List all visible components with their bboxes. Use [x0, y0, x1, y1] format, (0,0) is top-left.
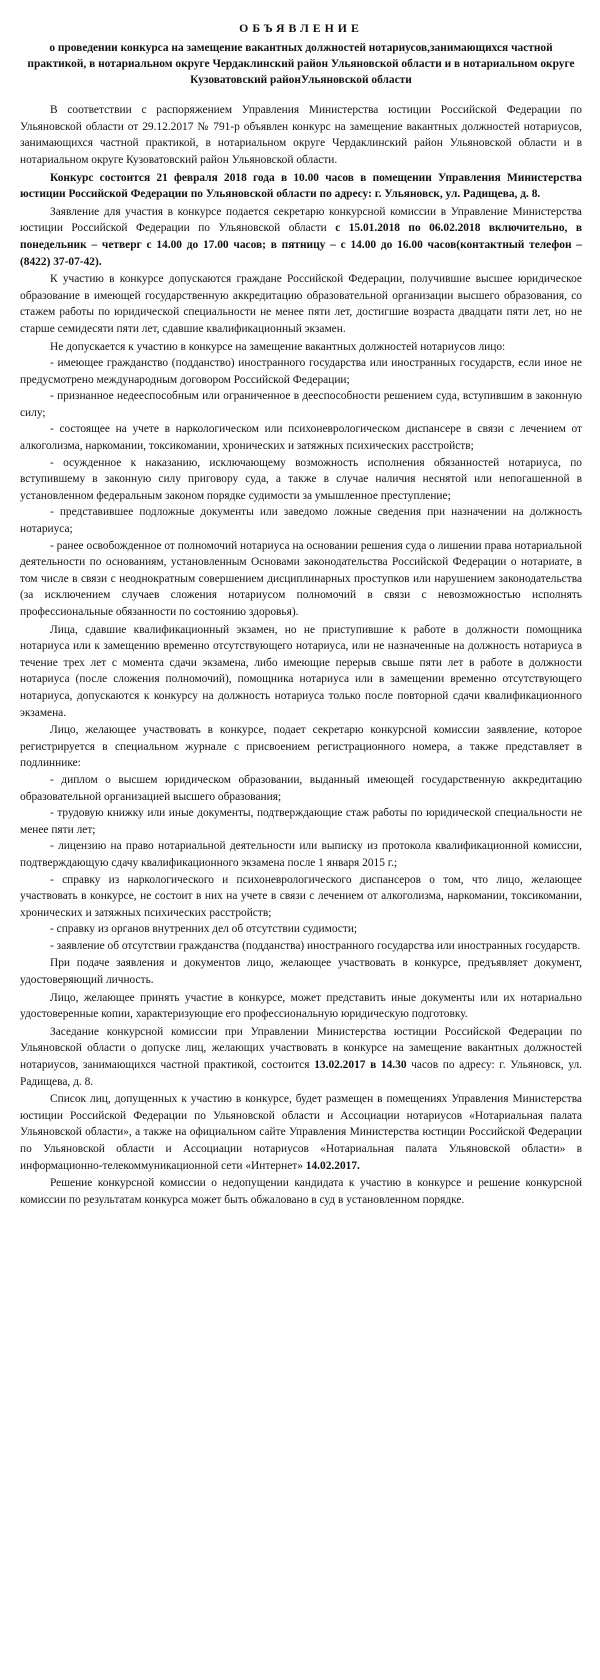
paragraph-admitted-list [20, 1091, 582, 1174]
paragraph-identity: При подаче заявления и документов лицо, желающее участвовать в конкурсе, предъявляет документ, удостоверяющий личность. [20, 957, 582, 987]
paragraph-contest-date [20, 170, 582, 203]
exclusion-item: - представившее подложные документы или заведомо ложные сведения при назначении на должность нотариуса; [20, 506, 582, 536]
paragraph-exclusions-intro: Не допускается к участию в конкурсе на замещение вакантных должностей нотариусов лицо: [50, 340, 506, 353]
document-item: - трудовую книжку или иные документы, подтверждающие стаж работы по юридической специальности не менее пяти лет; [20, 807, 582, 836]
admitted-list-text: Список лиц, допущенных к участию в конкурсе, будет размещен в помещениях Управления Министерства юстиции Российской Федерации по Ульяновской области и Ассоциации нотариусов «Нотариальная палата Ульяновской области», а также на официальном сайте Управления Министерства юстиции Российской Федерации по Ульяновской области и Ассоциации нотариусов «Нотариальная палата Ульяновской области» в информационно-телекоммуникационной сети «Интернет» [20, 1093, 582, 1172]
exclusion-item: - ранее освобожденное от полномочий нотариуса на основании решения суда о лишении права нотариальной деятельности по основаниям, установленным Основами законодательства Российской Федерации о нотариате, в том числе в связи с неоднократным совершением дисциплинарных проступков или нарушением законодательства (за исключением случаев сложения нотариусом полномочий в связи с невозможностью исполнять профессиональные обязанности по состоянию здоровья). [20, 539, 582, 619]
paragraph-application [20, 204, 582, 270]
meeting-text: Заседание конкурсной комиссии при Управлении Министерства юстиции Российской Федерации по Ульяновской области о допуске лиц, желающих участвовать в конкурсе на замещение вакантных должностей нотариусов, занимающихся частной практикой, состоится [20, 1025, 582, 1072]
paragraph-commission-meeting [20, 1024, 582, 1090]
exclusion-item: - состоящее на учете в наркологическом или психоневрологическом диспансере в связи с лечением от алкоголизма, наркомании, токсикомании, хронических и затяжных психических расстройств; [20, 423, 582, 453]
document-item: - справку из органов внутренних дел об отсутствии судимости; [50, 923, 358, 936]
exclusion-item: - осужденное к наказанию, исключающему возможность исполнения обязанностей нотариуса, по вступившему в законную силу приговору суда, а также в случае наличия неснятой или непогашенной в установленном федеральным законом порядке судимости за умышленное преступление; [20, 456, 582, 502]
document-item: - лицензию на право нотариальной деятельности или выписку из протокола квалификационной комиссии, подтверждающую сдачу квалификационного экзамена после 1 января 2015 г.; [20, 840, 582, 869]
paragraph-exam-holders: Лица, сдавшие квалификационный экзамен, но не приступившие к работе в должности помощника нотариуса или к замещению временно отсутствующего нотариуса, или не назначенные на должность нотариуса в течение трех лет с момента сдачи экзамена, либо имеющие перерыв свыше пяти лет в работе в должности нотариуса (после сложения полномочий), помощника нотариуса или в замещении временно отсутствующего нотариуса, допускаются к конкурсу на должность нотариуса только после повторной сдачи квалификационного экзамена. [20, 623, 582, 719]
admitted-list-date-bold: 14.02.2017. [305, 1159, 360, 1172]
meeting-address: часов по адресу: г. Ульяновск, ул. Радищева, д. 8. [20, 1059, 582, 1088]
contest-date-bold: Конкурс состоится 21 февраля 2018 года в 10.00 часов в помещении Управления Министерства юстиции Российской Федерации по Ульяновской области по адресу: г. Ульяновск, ул. Радищева, д. 8. [20, 171, 582, 201]
paragraph-additional-docs: Лицо, желающее принять участие в конкурсе, может представить иные документы или их нотариально удостоверенные копии, характеризующие его профессиональную юридическую подготовку. [20, 991, 582, 1021]
application-text: Заявление для участия в конкурсе подается секретарю конкурсной комиссии в Управление Министерства юстиции Российской Федерации по Ульяновской области [20, 205, 582, 235]
paragraph-documents-intro: Лицо, желающее участвовать в конкурсе, подает секретарю конкурсной комиссии заявление, которое регистрируется в специальном журнале с присвоением регистрационного номера, а также представляет в подлиннике: [20, 724, 582, 770]
application-dates-bold: с 15.01.2018 по 06.02.2018 включительно, в понедельник – четверг с 14.00 до 17.00 часов; в пятницу – с 14.00 до 16.00 часов(контактный телефон – (8422) 37-07-42). [20, 222, 582, 268]
paragraph-basis: В соответствии с распоряжением Управления Министерства юстиции Российской Федерации по Ульяновской области от 29.12.2017 № 791-р объявлен конкурс на замещение вакантных должностей нотариусов, занимающихся частной практикой, в нотариальном округе Чердаклинский район Ульяновской области и в нотариальном округе Кузоватовский район Ульяновской области. [20, 104, 582, 166]
document-title: ОБЪЯВЛЕНИЕ [239, 21, 363, 35]
exclusion-item: - признанное недееспособным или ограниченное в дееспособности решением суда, вступившим в законную силу; [20, 390, 582, 419]
document-item: - заявление об отсутствии гражданства (подданства) иностранного государства или иностранных государств. [50, 939, 581, 952]
paragraph-eligibility: К участию в конкурсе допускаются граждане Российской Федерации, получившие высшее юридическое образование в имеющей государственную аккредитацию образовательной организации высшего образования, со стажем работы по юридической специальности не менее пяти лет, достигшие возраста двадцати пяти лет, но не старше семидесяти пяти лет, сдавшие квалификационный экзамен. [20, 273, 582, 335]
document-item: - диплом о высшем юридическом образовании, выданный имеющей государственную аккредитацию образовательной организацией высшего образования; [20, 773, 582, 803]
document-subtitle: о проведении конкурса на замещение вакантных должностей нотариусов,занимающихся частной практикой, в нотариальном округе Чердаклинский район Ульяновской области и в нотариальном округе Кузоватовский районУльяновской области [27, 41, 575, 86]
document-item: - справку из наркологического и психоневрологического диспансеров о том, что лицо, желающее участвовать в конкурсе, не состоит в них на учете в связи с лечением от алкоголизма, наркомании, токсикомании, хронических и затяжных психических расстройств; [20, 873, 582, 919]
meeting-date-bold: 13.02.2017 в 14.30 [314, 1059, 407, 1072]
paragraph-appeal: Решение конкурсной комиссии о недопущении кандидата к участию в конкурсе и решение конкурсной комиссии по результатам конкурса может быть обжаловано в суд в установленном порядке. [20, 1177, 582, 1206]
exclusion-item: - имеющее гражданство (подданство) иностранного государства или иностранных государств, если иное не предусмотрено международным договором Российской Федерации; [20, 357, 582, 386]
